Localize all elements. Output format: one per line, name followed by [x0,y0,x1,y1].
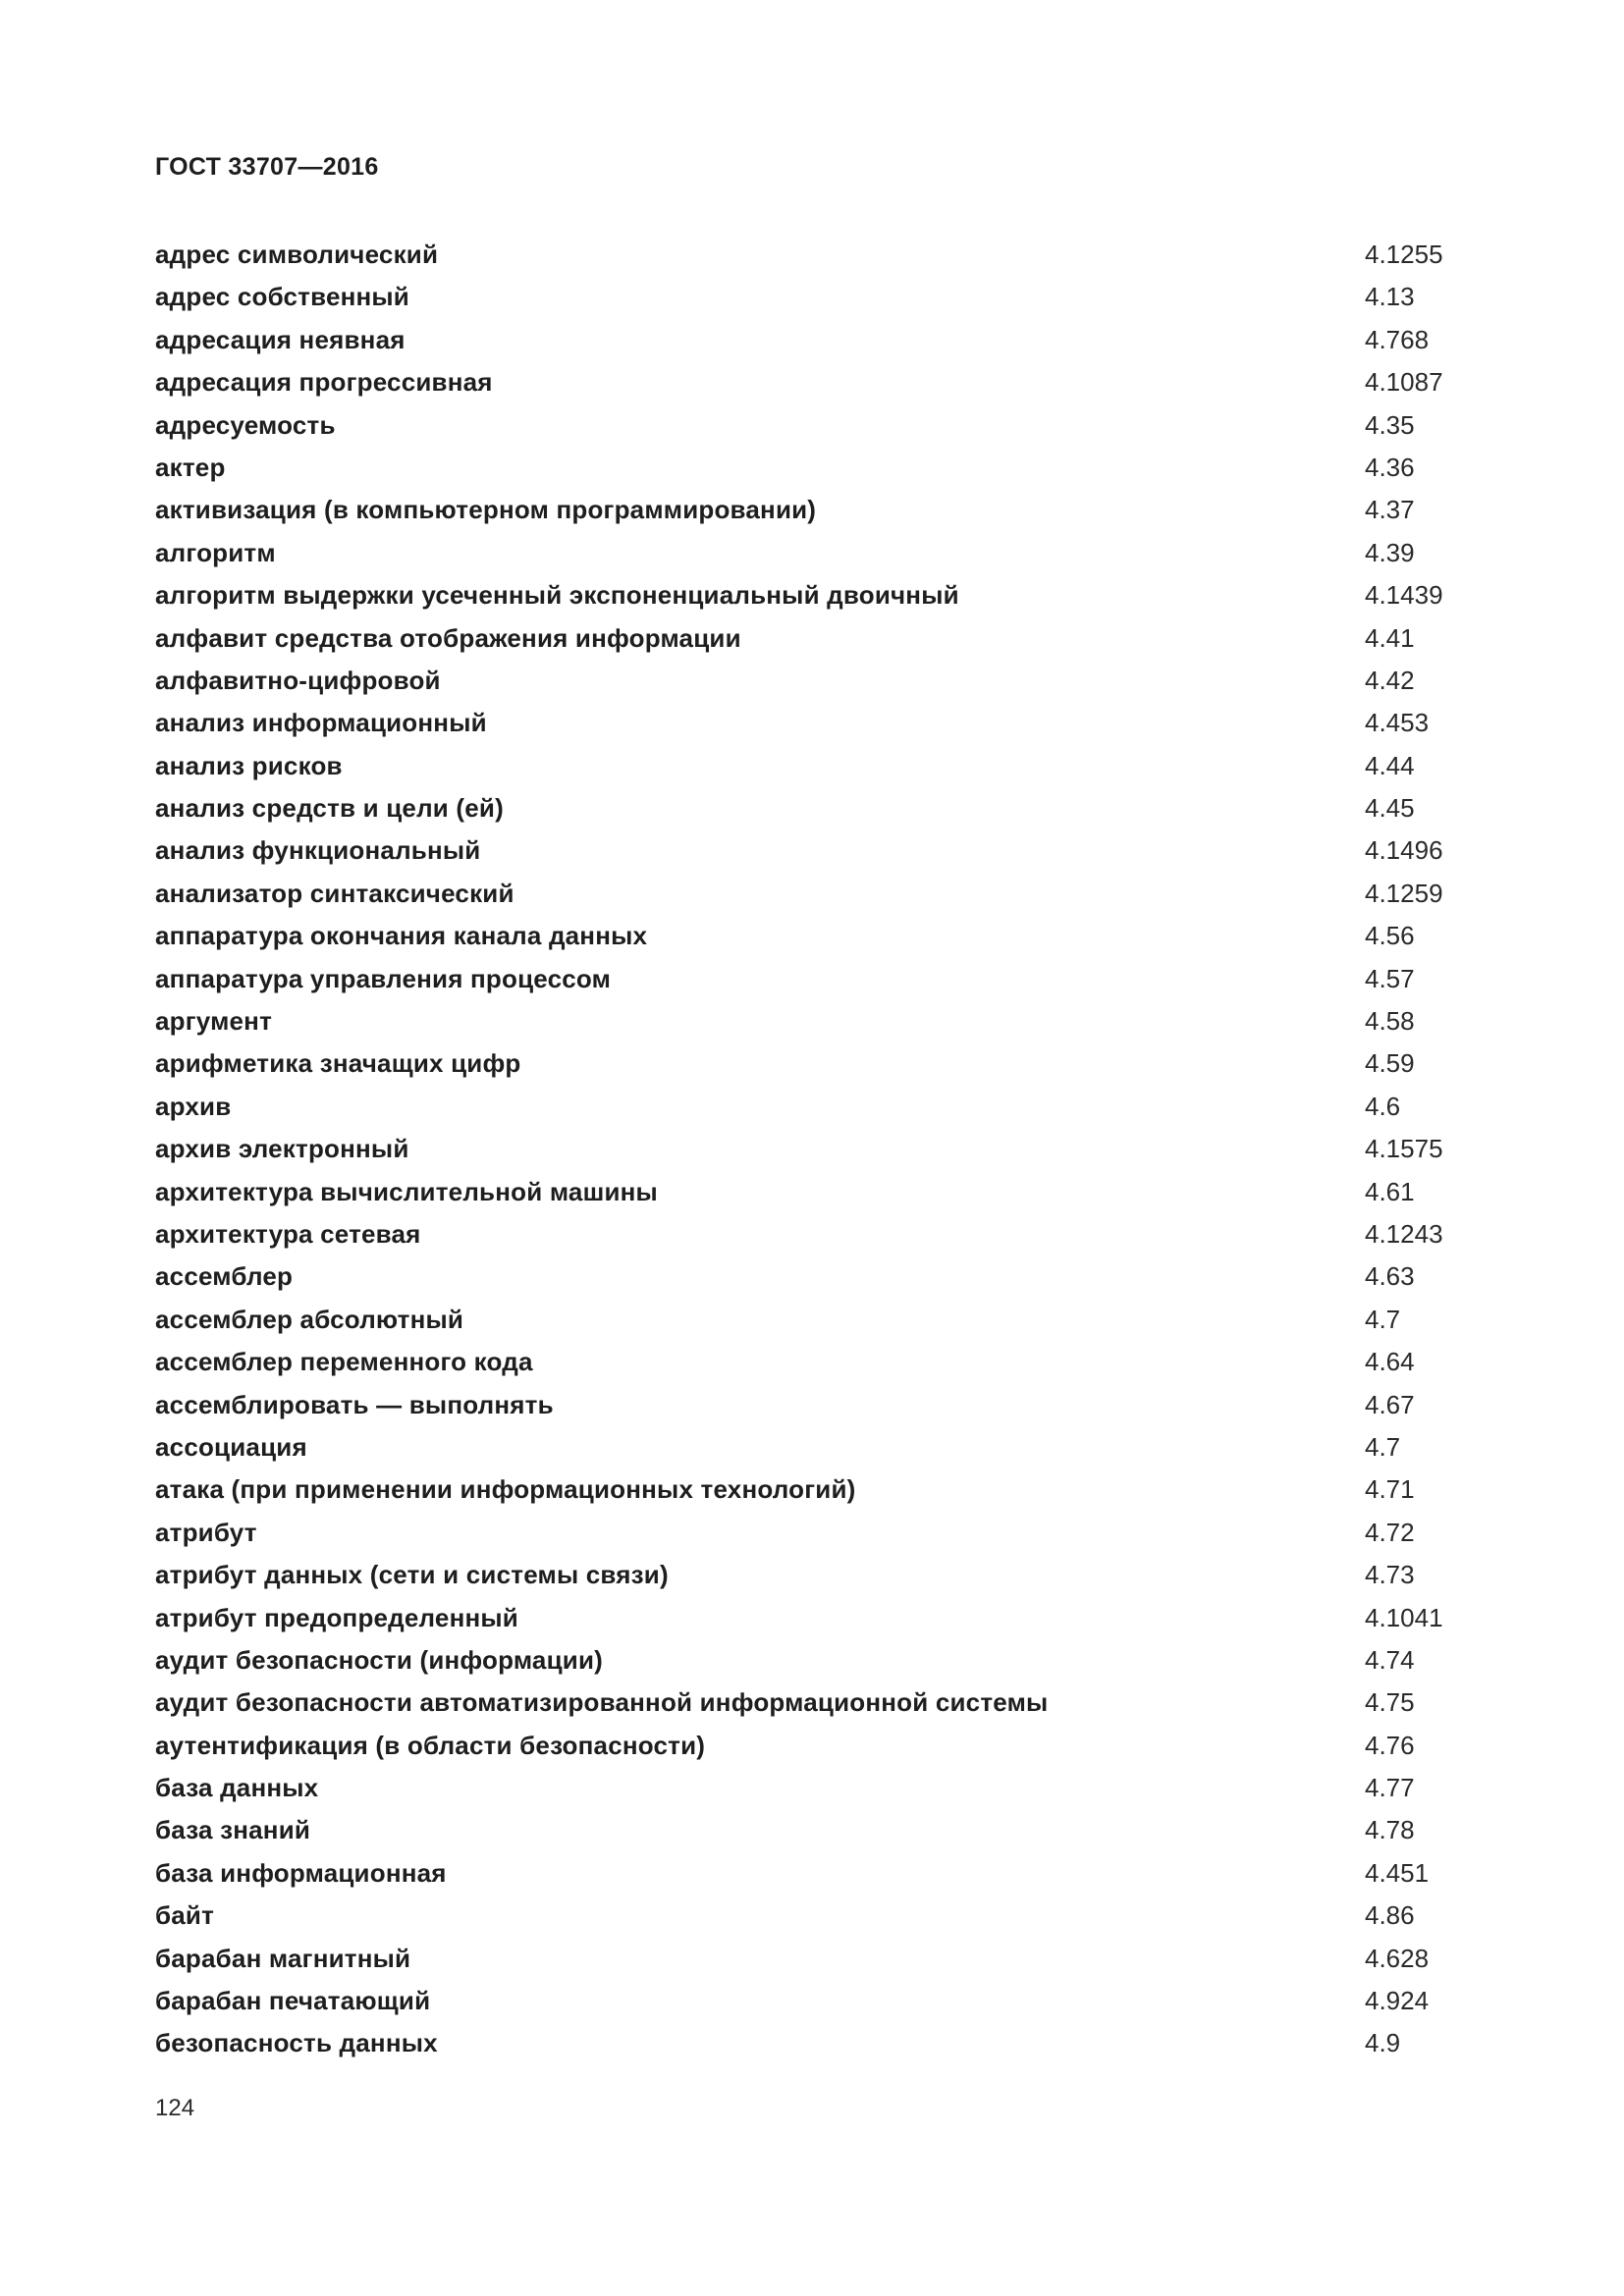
index-reference-number: 4.1243 [1365,1218,1443,1249]
index-term: аппаратура окончания канала данных [155,921,648,951]
index-term: архив [155,1091,232,1121]
index-entry [155,1980,1471,2022]
index-reference-number: 4.451 [1365,1857,1430,1888]
index-reference-number: 4.57 [1365,963,1415,993]
index-reference-number: 4.64 [1365,1347,1415,1377]
index-entry [155,447,1471,489]
index-entry [155,1597,1471,1639]
index-term: аппаратура управления процессом [155,963,612,993]
index-term: алгоритм выдержки усеченный экспоненциальный двоичный [155,580,959,611]
index-entry [155,1255,1471,1298]
index-reference-number: 4.1087 [1365,367,1443,398]
index-reference-number: 4.1439 [1365,580,1443,611]
index-term: адресация прогрессивная [155,367,493,398]
index-entry [155,489,1471,531]
index-term: безопасность данных [155,2028,438,2058]
index-reference-number: 4.1575 [1365,1134,1443,1164]
index-reference-number: 4.74 [1365,1644,1415,1675]
index-reference-number: 4.39 [1365,537,1415,567]
index-reference-number: 4.1255 [1365,240,1443,269]
index-term: ассемблировать — выполнять [155,1389,554,1419]
index-term: база знаний [155,1815,311,1845]
index-term: активизация (в компьютерном программировании) [155,495,817,525]
index-reference-number: 4.67 [1365,1389,1415,1419]
index-reference-number: 4.768 [1365,324,1430,354]
index-reference-number: 4.9 [1365,2028,1401,2058]
index-entry [155,702,1471,744]
index-term: атрибут данных (сети и системы связи) [155,1560,669,1590]
index-reference-number: 4.1041 [1365,1602,1443,1632]
index-term: база данных [155,1773,319,1803]
index-entry [155,1512,1471,1554]
index-reference-number: 4.7 [1365,1431,1401,1462]
index-term: архив электронный [155,1134,409,1164]
index-term: аутентификация (в области безопасности) [155,1730,706,1760]
index-reference-number: 4.61 [1365,1176,1415,1206]
index-reference-number: 4.13 [1365,282,1415,312]
index-reference-number: 4.44 [1365,750,1415,780]
index-entry [155,1086,1471,1128]
index-term: анализ рисков [155,750,343,780]
index-term: анализ средств и цели (ей) [155,793,504,824]
index-term: атака (при применении информационных технологий) [155,1474,856,1505]
index-reference-number: 4.36 [1365,452,1415,482]
index-term: ассемблер абсолютный [155,1304,464,1334]
index-reference-number: 4.37 [1365,495,1415,525]
index-term: алфавит средства отображения информации [155,622,741,653]
index-term: аудит безопасности (информации) [155,1644,603,1675]
index-reference-number: 4.86 [1365,1900,1415,1931]
index-reference-number: 4.63 [1365,1261,1415,1292]
index-entry [155,234,1471,276]
index-term: адресация неявная [155,324,406,354]
index-entry [155,1639,1471,1682]
index-entry [155,1852,1471,1895]
index-entry [155,1767,1471,1809]
index-term: ассоциация [155,1431,307,1462]
index-entry [155,574,1471,616]
index-term: барабан магнитный [155,1943,411,1973]
index-entry [155,276,1471,318]
index-term: ассемблер переменного кода [155,1347,533,1377]
index-entry [155,2022,1471,2064]
index-reference-number: 4.1496 [1365,835,1443,866]
index-term: ассемблер [155,1261,294,1292]
index-term: актер [155,452,226,482]
index-term: байт [155,1900,215,1931]
index-entry [155,1426,1471,1468]
index-reference-number: 4.45 [1365,793,1415,824]
index-entry [155,873,1471,915]
index-entry [155,1938,1471,1980]
index-term: атрибут предопределенный [155,1602,518,1632]
index-reference-number: 4.56 [1365,921,1415,951]
index-reference-number: 4.73 [1365,1560,1415,1590]
index-reference-number: 4.453 [1365,708,1430,738]
index-term: анализ информационный [155,708,487,738]
index-entry [155,1171,1471,1213]
index-term: атрибут [155,1517,257,1547]
index-entry [155,958,1471,1000]
index-reference-number: 4.72 [1365,1517,1415,1547]
index-term: адресуемость [155,409,336,440]
index-entry [155,1042,1471,1085]
index-entry [155,829,1471,872]
index-entry [155,617,1471,660]
index-entry [155,1299,1471,1341]
index-entry [155,787,1471,829]
document-header: ГОСТ 33707—2016 [155,153,379,181]
index-reference-number: 4.1259 [1365,878,1443,908]
index-term: алгоритм [155,537,276,567]
index-term: аудит безопасности автоматизированной информационной системы [155,1687,1049,1718]
index-entry [155,1682,1471,1724]
index-term: арифметика значащих цифр [155,1048,521,1079]
index-reference-number: 4.35 [1365,409,1415,440]
index-entry [155,745,1471,787]
index-entry [155,1554,1471,1596]
index-reference-number: 4.78 [1365,1815,1415,1845]
index-entry [155,1895,1471,1937]
index-reference-number: 4.76 [1365,1730,1415,1760]
index-term: барабан печатающий [155,1986,431,2016]
index-entry [155,915,1471,957]
index-reference-number: 4.628 [1365,1943,1430,1973]
index-reference-number: 4.6 [1365,1091,1401,1121]
index-reference-number: 4.7 [1365,1304,1401,1334]
index-reference-number: 4.75 [1365,1687,1415,1718]
index-reference-number: 4.41 [1365,622,1415,653]
index-term: адрес собственный [155,282,409,312]
term-index-list [155,234,1471,2065]
index-reference-number: 4.58 [1365,1006,1415,1037]
page-number: 124 [155,2095,195,2121]
index-reference-number: 4.42 [1365,665,1415,695]
index-term: алфавитно-цифровой [155,665,441,695]
index-entry [155,532,1471,574]
index-entry [155,361,1471,403]
index-entry [155,1000,1471,1042]
index-term: аргумент [155,1006,273,1037]
index-reference-number: 4.71 [1365,1474,1415,1505]
index-entry [155,1809,1471,1851]
index-entry [155,1468,1471,1511]
index-entry [155,1725,1471,1767]
index-entry [155,319,1471,361]
index-entry [155,1128,1471,1170]
index-entry [155,1213,1471,1255]
index-term: адрес символический [155,240,439,269]
index-reference-number: 4.924 [1365,1986,1430,2016]
index-entry [155,1341,1471,1383]
index-entry [155,404,1471,447]
index-term: архитектура сетевая [155,1218,421,1249]
index-reference-number: 4.77 [1365,1773,1415,1803]
index-term: архитектура вычислительной машины [155,1176,658,1206]
index-term: анализатор синтаксический [155,878,514,908]
index-entry [155,1384,1471,1426]
index-entry [155,660,1471,702]
index-term: база информационная [155,1857,447,1888]
index-term: анализ функциональный [155,835,481,866]
index-reference-number: 4.59 [1365,1048,1415,1079]
